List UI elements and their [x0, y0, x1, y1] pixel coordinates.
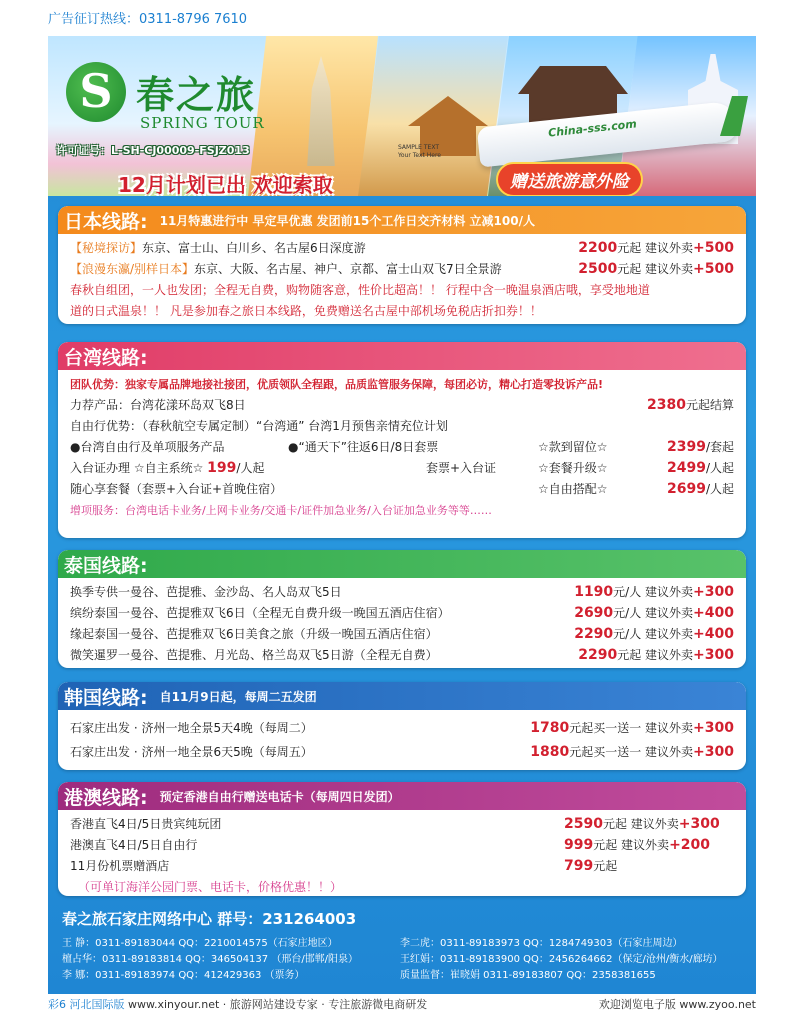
headline: 12月计划已出 欢迎索取	[118, 173, 333, 196]
route-text: 石家庄出发 · 济州一地全景5天4晚（每周二）	[70, 721, 313, 735]
japan-subtitle: 11月特惠进行中 早定早优惠 发团前15个工作日交齐材料 立减100/人	[159, 213, 535, 228]
route-markup: +300	[678, 816, 720, 832]
contact-entry: 质量监督：崔晓娟 0311-89183807 QQ：2358381655	[400, 970, 656, 981]
recommend-price: 2380	[647, 397, 686, 413]
edition-label: 河北国际版	[69, 998, 125, 1011]
route-price: 2690	[574, 605, 614, 621]
license-number: 许可证号：L-SH-CJ00009-FSJZ013	[56, 144, 250, 157]
route-unit: 元起 建议外卖	[593, 838, 670, 852]
japan-body	[58, 234, 746, 324]
contact-entry: 檀占华：0311-89183814 QQ：346504137 （邢台/邯郸/阳泉）	[62, 954, 359, 965]
route-markup: +500	[693, 261, 734, 277]
hkmacau-note: （可单订海洋公园门票、电话卡，价格优惠！！）	[78, 880, 343, 894]
japan-route	[70, 238, 734, 259]
entry-label: 入台证办理 ☆自主系统☆	[70, 461, 204, 475]
entry-unit: /人起	[236, 461, 265, 475]
thailand-body	[58, 578, 746, 668]
sample-text: SAMPLE TEXT	[398, 144, 439, 151]
contact-list	[62, 936, 752, 984]
option-price: 2399	[666, 439, 706, 455]
route-unit: 元/人 建议外卖	[613, 627, 694, 641]
japan-note-1: 春秋自组团，一人也发团；全程无自费，购物随客意，性价比超高！！ 行程中含一晚温泉酒店哦，享受地地道	[70, 283, 650, 297]
thailand-route	[70, 624, 734, 645]
route-price: 1780	[530, 720, 570, 736]
spring-tour-logo-icon: S	[66, 62, 126, 122]
korea-route	[70, 718, 734, 742]
route-text: 香港直飞4日/5日贵宾纯玩团	[70, 817, 222, 831]
taiwan-section	[58, 342, 746, 538]
combo-label: 套票+入台证	[426, 461, 497, 475]
taiwan-entry	[70, 458, 734, 479]
route-text: 11月份机票赠酒店	[70, 859, 170, 873]
route-markup: +400	[693, 605, 734, 621]
option-unit: /人起	[705, 461, 734, 475]
insurance-badge: 赠送旅游意外险	[498, 164, 641, 195]
korea-subtitle: 自11月9日起，每周二五发团	[159, 689, 317, 704]
sample-sub: Your Text Here	[398, 152, 441, 159]
japan-section	[58, 206, 746, 324]
korea-body	[58, 710, 746, 770]
footer-right-text: 欢迎浏览电子版 www.zyoo.net	[598, 998, 756, 1011]
route-markup: +500	[693, 240, 734, 256]
japan-title: 日本线路:	[64, 210, 148, 233]
route-price: 999	[564, 837, 594, 853]
contact-entry: 王红娟：0311-89183900 QQ：2456264662（保定/沧州/衡水/廊坊）	[400, 954, 723, 965]
package-label: 随心享套餐（套票+入台证+首晚住宿）	[70, 482, 283, 496]
route-unit: 元起买一送一 建议外卖	[569, 721, 694, 735]
taiwan-free-line: 自由行优势：（春秋航空专属定制）“台湾通” 台湾1月预售亲情充位计划	[70, 419, 448, 433]
route-markup: +300	[693, 584, 734, 600]
recommend-label: 力荐产品：台湾花漾环岛双飞8日	[70, 398, 246, 412]
contact-entry: 李二虎：0311-89183973 QQ：1284749303（石家庄周边）	[400, 938, 683, 949]
route-price: 2290	[578, 647, 618, 663]
route-text: 缤纷泰国一曼谷、芭提雅双飞6日（全程无自费升级一晚国五酒店住宿）	[70, 606, 450, 620]
route-price: 1190	[574, 584, 614, 600]
route-text: 港澳直飞4日/5日自由行	[70, 838, 198, 852]
banner	[48, 36, 756, 196]
taiwan-package	[70, 479, 734, 500]
contact-entry: 李 娜：0311-89183974 QQ：412429363 （票务）	[62, 970, 305, 981]
recommend-unit: 元起结算	[685, 398, 734, 412]
thailand-header	[58, 550, 746, 578]
option-unit: /人起	[705, 482, 734, 496]
option-label: ☆套餐升级☆	[538, 461, 608, 475]
thailand-route	[70, 603, 734, 624]
travel-poster	[48, 36, 756, 994]
brand-name-cn: 春之旅	[136, 72, 257, 117]
contact-row	[62, 936, 752, 952]
hkmacau-section	[58, 782, 746, 896]
thailand-route	[70, 645, 734, 666]
option-price: 2699	[666, 481, 706, 497]
option-label: ☆款到留位☆	[538, 440, 608, 454]
taiwan-header	[58, 342, 746, 370]
route-text: 东京、大阪、名古屋、神户、京都、富士山双飞7日全景游	[194, 262, 502, 276]
contact-row	[62, 968, 752, 984]
bullet-a: ●台湾自由行及单项服务产品	[70, 440, 225, 454]
contact-row	[62, 952, 752, 968]
thailand-title: 泰国线路:	[64, 554, 148, 577]
route-text: 石家庄出发 · 济州一地全景6天5晚（每周五）	[70, 745, 313, 759]
page-number: 彩6	[48, 998, 66, 1011]
footer-left-text: www.xinyour.net · 旅游网站建设专家 · 专注旅游微电商研发	[128, 998, 428, 1011]
taiwan-recommend	[70, 395, 734, 416]
hkmacau-body	[58, 810, 746, 896]
route-price: 1880	[530, 744, 570, 760]
route-tag: 【秘境探访】	[70, 241, 143, 255]
route-price: 799	[564, 858, 594, 874]
korea-header	[58, 682, 746, 710]
route-markup: +200	[669, 837, 711, 853]
taiwan-title: 台湾线路:	[64, 346, 148, 369]
contact-entry: 王 静：0311-89183044 QQ：2210014575（石家庄地区）	[62, 938, 338, 949]
option-unit: /套起	[705, 440, 734, 454]
ad-hotline: 广告征订热线：0311-8796 7610	[48, 12, 248, 27]
route-unit: 元起 建议外卖	[602, 817, 679, 831]
bullet-b: ●“通天下”往返6日/8日套票	[288, 440, 439, 454]
entry-price: 199	[207, 460, 237, 476]
korea-section	[58, 682, 746, 770]
route-markup: +300	[693, 744, 734, 760]
network-center: 春之旅石家庄网络中心 群号：231264003	[62, 910, 357, 928]
route-price: 2290	[574, 626, 614, 642]
airplane-livery-text: China-sss.com	[547, 117, 638, 140]
taiwan-bullets	[70, 437, 734, 458]
hkmacau-route	[70, 814, 734, 835]
route-unit: 元/人 建议外卖	[613, 606, 694, 620]
sample-caption	[398, 144, 441, 160]
route-price: 2200	[578, 240, 618, 256]
japan-header	[58, 206, 746, 234]
option-price: 2499	[666, 460, 706, 476]
route-unit: 元起 建议外卖	[617, 241, 694, 255]
route-price: 2500	[578, 261, 618, 277]
korea-title: 韩国线路:	[64, 686, 148, 709]
route-tag: 【浪漫东瀛/别样日本】	[70, 262, 195, 276]
route-text: 东京、富士山、白川乡、名古屋6日深度游	[142, 241, 366, 255]
hkmacau-route	[70, 856, 734, 877]
route-text: 微笑暹罗一曼谷、芭提雅、月光岛、格兰岛双飞5日游（全程无自费）	[70, 648, 438, 662]
taiwan-extra: 增项服务：台湾电话卡业务/上网卡业务/交通卡/证件加急业务/入台证加急业务等等……	[70, 504, 492, 517]
korea-route	[70, 742, 734, 766]
route-markup: +300	[693, 720, 734, 736]
thailand-section	[58, 550, 746, 668]
route-unit: 元起 建议外卖	[617, 262, 694, 276]
route-markup: +300	[693, 647, 734, 663]
hkmacau-route	[70, 835, 734, 856]
japan-note-2: 道的日式温泉！！ 凡是参加春之旅日本线路，免费赠送名古屋中部机场免税店折扣券！！	[70, 304, 542, 318]
brand-name-en: SPRING TOUR	[140, 114, 265, 132]
route-text: 换季专供一曼谷、芭提雅、金沙岛、名人岛双飞5日	[70, 585, 342, 599]
route-markup: +400	[693, 626, 734, 642]
taiwan-body	[58, 370, 746, 525]
route-price: 2590	[564, 816, 603, 832]
option-label: ☆自由搭配☆	[538, 482, 608, 496]
route-unit: 元起 建议外卖	[617, 648, 694, 662]
taiwan-advantage: 团队优势：独家专属品牌地接社接团，优质领队全程跟，品质监管服务保障，每团必访，精心打造零投诉产品!	[70, 378, 604, 391]
hkmacau-header	[58, 782, 746, 810]
thailand-route	[70, 582, 734, 603]
hkmacau-title: 港澳线路:	[64, 786, 148, 809]
route-text: 缘起泰国一曼谷、芭提雅双飞6日美食之旅（升级一晚国五酒店住宿）	[70, 627, 438, 641]
hkmacau-subtitle: 预定香港自由行赠送电话卡（每周四日发团）	[159, 789, 400, 804]
japan-route	[70, 259, 734, 280]
route-unit: 元/人 建议外卖	[613, 585, 694, 599]
route-unit: 元起	[593, 859, 618, 873]
route-unit: 元起买一送一 建议外卖	[569, 745, 694, 759]
